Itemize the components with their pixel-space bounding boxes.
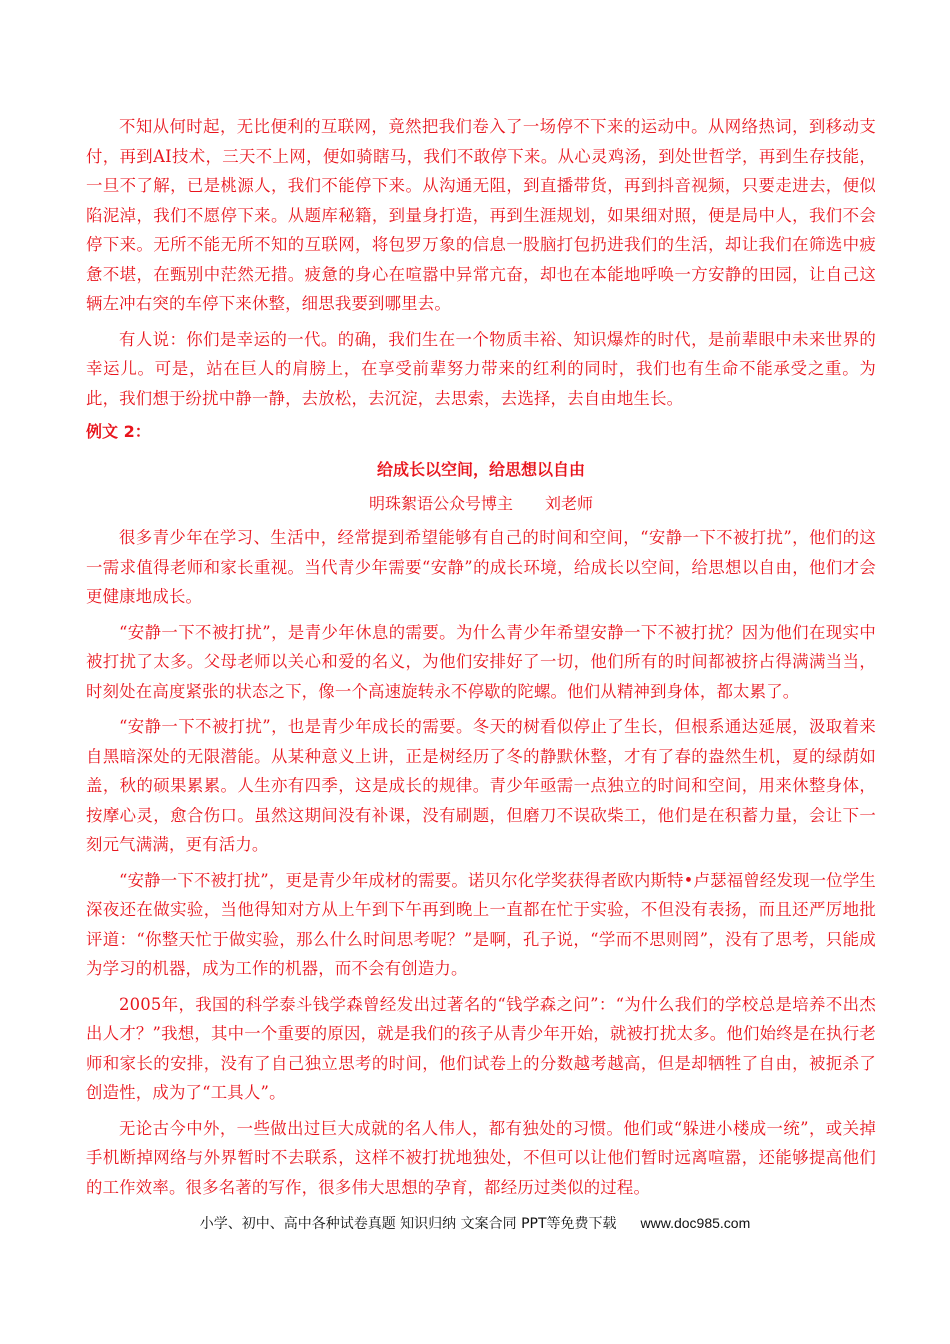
footer-text: 小学、初中、高中各种试卷真题 知识归纳 文案合同 PPT等免费下载: [199, 1216, 617, 1232]
byline-author: 刘老师: [545, 494, 594, 513]
intro-paragraph-2: 有人说：你们是幸运的一代。的确，我们生在一个物质丰裕、知识爆炸的时代，是前辈眼中未来世界的幸运儿。可是，站在巨人的肩膀上，在享受前辈努力带来的红利的同时，我们也有生命不能承受之重。为此，我们想于纷扰中静一静，去放松，去沉淀，去思索，去选择，去自由地生长。: [86, 329, 876, 408]
document-body: [86, 112, 876, 1208]
footer-url[interactable]: www.doc985.com: [640, 1215, 751, 1231]
essay-paragraph-1: 很多青少年在学习、生活中，经常提到希望能够有自己的时间和空间，“安静一下不被打扰”，他们的这一需求值得老师和家长重视。当代青少年需要“安静”的成长环境，给成长以空间，给思想以自由，他们才会更健康地成长。: [86, 528, 876, 606]
essay-paragraph-3: “安静一下不被打扰”，也是青少年成长的需要。冬天的树看似停止了生长，但根系通达延展，汲取着来自黑暗深处的无限潜能。从某种意义上讲，正是树经历了冬的静默休整，才有了春的盎然生机，夏的绿荫如盖，秋的硕果累累。人生亦有四季，这是成长的规律。青少年亟需一点独立的时间和空间，用来休整身体，按摩心灵，愈合伤口。虽然这期间没有补课，没有刷题，但磨刀不误砍柴工，他们是在积蓄力量，会让下一刻元气满满，更有活力。: [86, 717, 876, 854]
essay-paragraph-2: “安静一下不被打扰”，是青少年休息的需要。为什么青少年希望安静一下不被打扰？因为他们在现实中被打扰了太多。父母老师以关心和爱的名义，为他们安排好了一切，他们所有的时间都被挤占得满满当当，时刻处在高度紧张的状态之下，像一个高速旋转永不停歇的陀螺。他们从精神到身体，都太累了。: [86, 622, 876, 701]
essay-paragraph-5: 2005年，我国的科学泰斗钱学森曾经发出过著名的“钱学森之问”：“为什么我们的学校总是培养不出杰出人才？”我想，其中一个重要的原因，就是我们的孩子从青少年开始，就被打扰太多。他们始终是在执行老师和家长的安排，没有了自己独立思考的时间，他们试卷上的分数越考越高，但是却牺牲了自由，被扼杀了创造性，成为了“工具人”。: [86, 994, 876, 1102]
intro-paragraph-1: 不知从何时起，无比便利的互联网，竟然把我们卷入了一场停不下来的运动中。从网络热词，到移动支付，再到AI技术，三天不上网，便如骑瞎马，我们不敢停下来。从心灵鸡汤，到处世哲学，再到生存技能，一旦不了解，已是桃源人，我们不能停下来。从沟通无阻，到直播带货，再到抖音视频，只要走进去，便似陷泥淖，我们不愿停下来。从题库秘籍，到量身打造，再到生涯规划，如果细对照，便是局中人，我们不会停下来。无所不能无所不知的互联网，将包罗万象的信息一股脑打包扔进我们的生活，却让我们在筛选中疲惫不堪，在甄别中茫然无措。疲惫的身心在喧嚣中异常亢奋，却也在本能地呼唤一方安静的田园，让自己这辆左冲右突的车停下来休整，细思我要到哪里去。: [86, 117, 876, 313]
essay-paragraph-4: “安静一下不被打扰”，更是青少年成材的需要。诺贝尔化学奖获得者欧内斯特•卢瑟福曾经发现一位学生深夜还在做实验，当他得知对方从上午到下午再到晚上一直都在忙于实验，不但没有表扬，而且还严厉地批评道：“你整天忙于做实验，那么什么时间思考呢？”是啊，孔子说，“学而不思则罔”，没有了思考，只能成为学习的机器，成为工作的机器，而不会有创造力。: [86, 870, 877, 978]
page-footer: [0, 1213, 950, 1233]
essay-title: 给成长以空间，给思想以自由: [376, 460, 585, 479]
essay-paragraph-6: 无论古今中外，一些做出过巨大成就的名人伟人，都有独处的习惯。他们或“躲进小楼成一统”，或关掉手机断掉网络与外界暂时不去联系，这样不被打扰地独处，不但可以让他们暂时远离喧嚣，还能够提高他们的工作效率。很多名著的写作，很多伟大思想的孕育，都经历过类似的过程。: [86, 1118, 876, 1197]
essay-byline: [86, 491, 876, 517]
byline-source: 明珠絮语公众号博主: [368, 494, 513, 513]
example-label: 例文 2：: [86, 422, 151, 441]
